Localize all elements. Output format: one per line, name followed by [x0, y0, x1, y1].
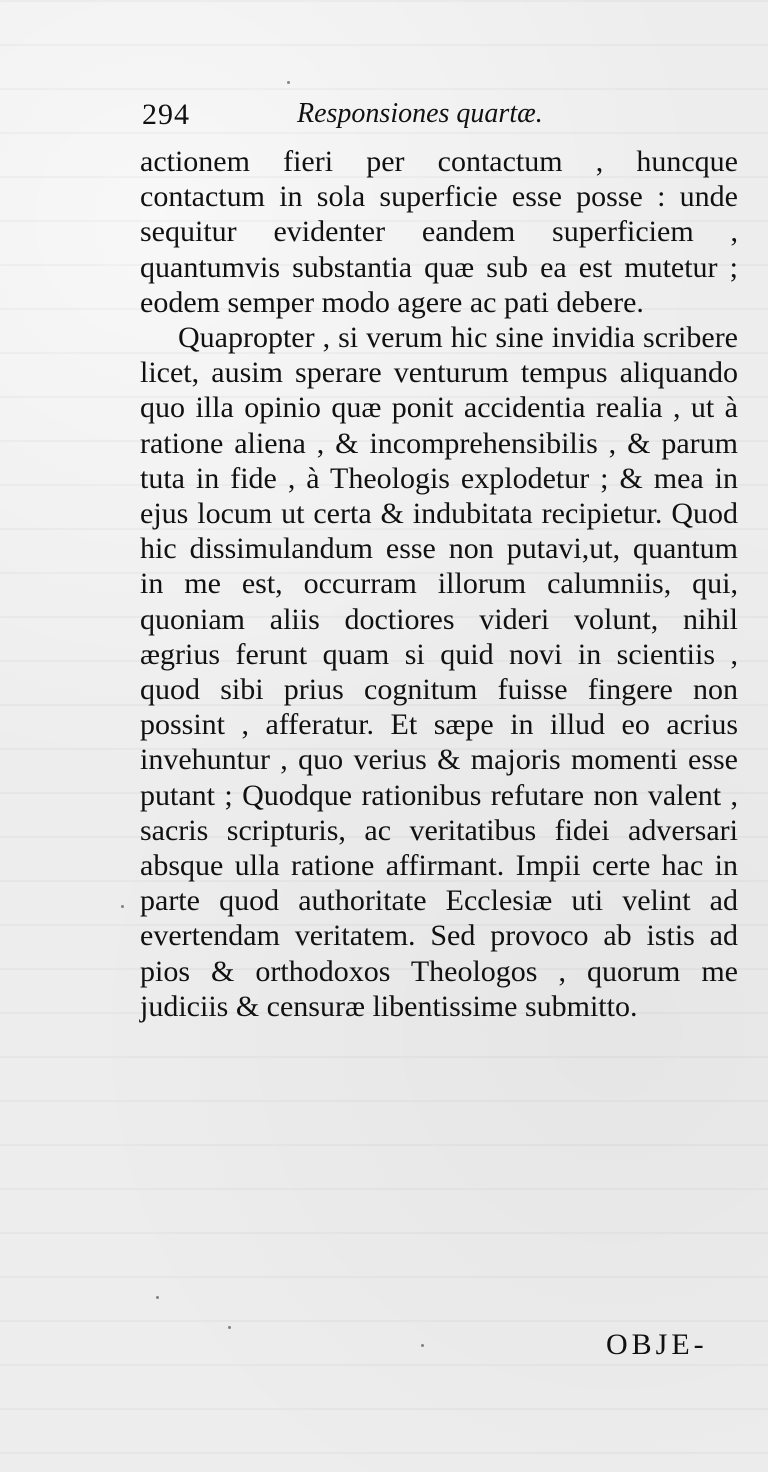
running-head: Responsiones quartæ.: [297, 98, 543, 129]
paragraph-1: actionem fieri per contactum , huncque contactum in sola superficie esse posse : unde sequitur evidenter eandem superficiem , quantumvis substantia quæ sub ea est mutetur ; eodem semper modo agere ac pati debere.: [140, 145, 738, 319]
catchword: OBJE-: [606, 1328, 708, 1361]
page-number: 294: [142, 98, 190, 131]
ink-speck: [156, 1296, 159, 1299]
ink-speck: [287, 81, 290, 84]
body-text: [140, 144, 738, 1024]
ink-speck: [121, 905, 124, 908]
ink-speck: [228, 1326, 231, 1329]
page-header: [142, 98, 582, 136]
paragraph-2: Quapropter , si verum hic sine invidia scribere licet, ausim sperare venturum tempus aliquando quo illa opinio quæ ponit accidentia realia , ut à ratione aliena , & incomprehensibilis , & parum tuta in fide , à Theologis explodetur ; & mea in ejus locum ut certa & indubitata recipietur. Quod hic dissimulandum esse non putavi,ut, quantum in me est, occurram illorum calumniis, qui, quoniam aliis doctiores videri volunt, nihil ægrius ferunt quam si quid novi in scientiis , quod sibi prius cognitum fuisse fingere non possint , afferatur. Et sæpe in illud eo acrius invehuntur , quo verius & majoris momenti esse putant ; Quodque rationibus refutare non valent , sacris scripturis, ac veritatibus fidei adversari absque ulla ratione affirmant. Impii certe hac in parte quod authoritate Ecclesiæ uti velint ad evertendam veritatem. Sed provoco ab istis ad pios & orthodoxos Theologos , quorum me judiciis & censuræ libentissime submitto.: [140, 321, 738, 1023]
ink-speck: [421, 1344, 424, 1347]
